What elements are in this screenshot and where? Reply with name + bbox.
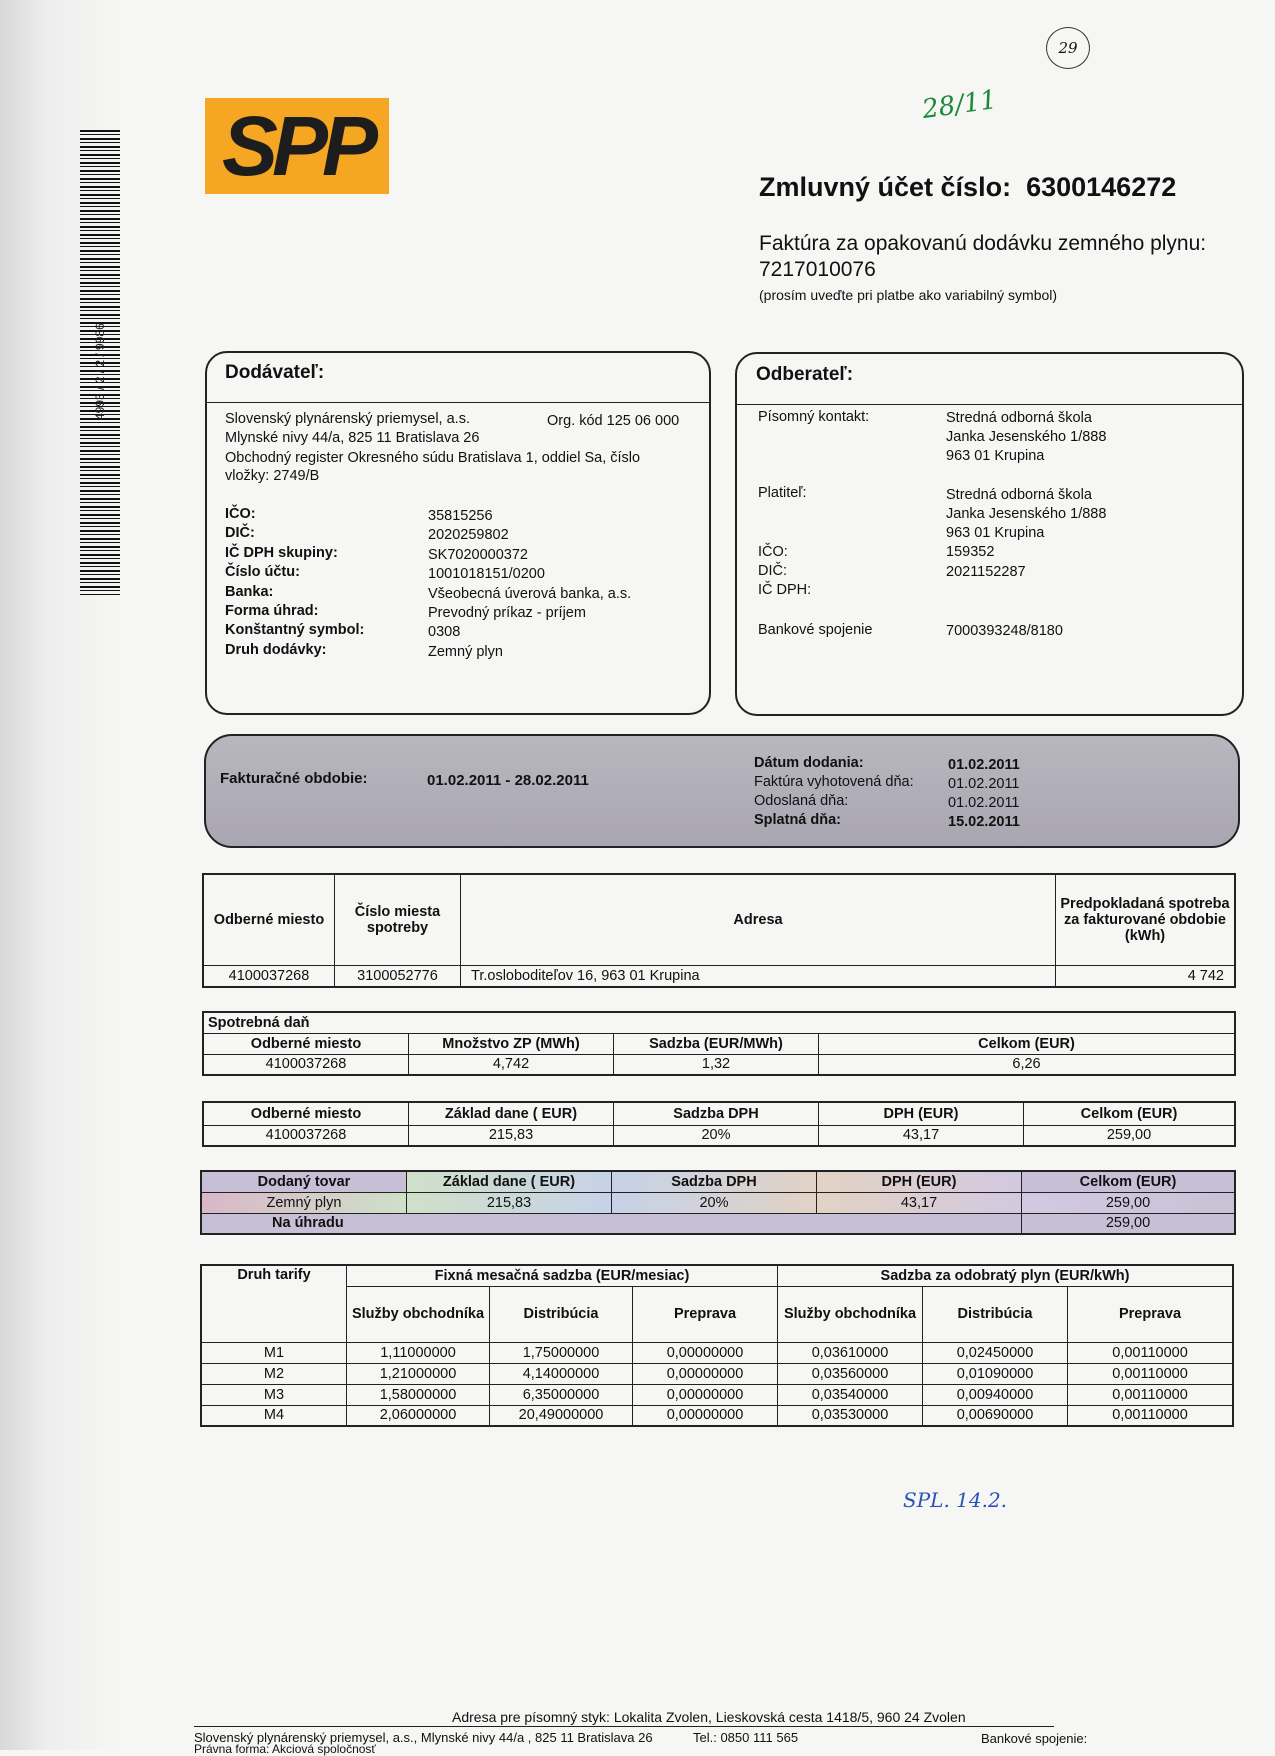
col-header-address: Adresa [461, 874, 1056, 965]
supplier-payment: Prevodný príkaz - príjem [428, 605, 586, 621]
tariff-cell: 0,00000000 [633, 1363, 778, 1384]
account-title-label: Zmluvný účet číslo: [759, 172, 1012, 202]
tariff-cell: 0,00110000 [1068, 1405, 1234, 1426]
vat-header: Základ dane ( EUR) [409, 1102, 614, 1125]
supplier-bank-label: Banka: [225, 584, 274, 600]
period-label: Fakturačné obdobie: [220, 770, 368, 787]
delivered-goods-table [200, 1170, 1236, 1235]
supplier-constant-label: Konštantný symbol: [225, 622, 365, 638]
tariff-sub-header: Distribúcia [490, 1286, 633, 1342]
customer-payer-line: Stredná odborná škola [946, 487, 1092, 503]
footer-address: Adresa pre písomný styk: Lokalita Zvolen, Lieskovská cesta 1418/5, 960 24 Zvolen [452, 1709, 966, 1725]
tariff-cell: 1,21000000 [347, 1363, 490, 1384]
excise-tax-table [202, 1011, 1236, 1076]
tariff-cell: 0,03560000 [778, 1363, 923, 1384]
vat-header: Sadzba DPH [614, 1102, 819, 1125]
goods-cell: 43,17 [817, 1192, 1022, 1213]
due-date-label: Splatná dňa: [754, 812, 842, 828]
supplier-account: 1001018151/0200 [428, 566, 545, 582]
amount-due-label: Na úhradu [201, 1213, 1022, 1234]
goods-header: Základ dane ( EUR) [407, 1171, 612, 1192]
tariff-sub-header: Služby obchodníka [347, 1286, 490, 1342]
footer-phone: Tel.: 0850 111 565 [693, 1730, 799, 1745]
billing-period-panel [204, 734, 1240, 848]
vat-cell: 43,17 [819, 1125, 1024, 1146]
customer-payer-line: 963 01 Krupina [946, 525, 1045, 541]
customer-contact-line: Janka Jesenského 1/888 [946, 429, 1107, 445]
footer-company: Slovenský plynárenský priemysel, a.s., Mlynské nivy 44/a , 825 11 Bratislava 26 [194, 1730, 653, 1745]
vat-header: Odberné miesto [203, 1102, 409, 1125]
excise-cell: 6,26 [819, 1054, 1236, 1075]
issued-date-label: Faktúra vyhotovená dňa: [754, 774, 914, 790]
customer-ico: 159352 [946, 544, 995, 560]
barcode-number: 4993 / 2 / 2 / 9986 [93, 323, 107, 420]
tariff-header-type: Druh tarify [201, 1265, 347, 1342]
tariff-cell: 6,35000000 [490, 1384, 633, 1405]
tariff-cell: 0,00110000 [1068, 1384, 1234, 1405]
vat-cell: 20% [614, 1125, 819, 1146]
excise-cell: 1,32 [614, 1054, 819, 1075]
invoice-note: (prosím uveďte pri platbe ako variabilný symbol) [759, 287, 1058, 303]
goods-header: DPH (EUR) [817, 1171, 1022, 1192]
tariff-cell: 0,03540000 [778, 1384, 923, 1405]
spp-logo [205, 98, 389, 194]
supplier-ico-label: IČO: [225, 506, 256, 522]
delivery-date: 01.02.2011 [948, 757, 1020, 773]
supplier-icdph-label: IČ DPH skupiny: [225, 545, 338, 561]
supplier-payment-label: Forma úhrad: [225, 603, 319, 619]
customer-ico-label: IČO: [758, 544, 788, 560]
handwritten-date: 28/11 [920, 84, 999, 126]
logo-text: SPP [221, 99, 373, 193]
supplier-delivery: Zemný plyn [428, 644, 503, 660]
goods-cell: 259,00 [1022, 1192, 1236, 1213]
period-value: 01.02.2011 - 28.02.2011 [427, 772, 589, 789]
tariff-sub-header: Preprava [1068, 1286, 1234, 1342]
goods-header: Dodaný tovar [201, 1171, 407, 1192]
tariff-cell: M4 [201, 1405, 347, 1426]
col-header-number: Číslo miesta spotreby [335, 874, 461, 965]
tariff-cell: 0,03610000 [778, 1342, 923, 1363]
supplier-dic-label: DIČ: [225, 525, 255, 541]
customer-contact-label: Písomný kontakt: [758, 409, 870, 425]
supplier-bank: Všeobecná úverová banka, a.s. [428, 586, 632, 602]
customer-rule [737, 404, 1242, 405]
vat-header: DPH (EUR) [819, 1102, 1024, 1125]
tariff-cell: 0,03530000 [778, 1405, 923, 1426]
goods-header: Celkom (EUR) [1022, 1171, 1236, 1192]
tariff-sub-header: Distribúcia [923, 1286, 1068, 1342]
tariff-cell: 0,02450000 [923, 1342, 1068, 1363]
goods-cell: 215,83 [407, 1192, 612, 1213]
supplier-heading: Dodávateľ: [225, 362, 325, 383]
vat-cell: 4100037268 [203, 1125, 409, 1146]
excise-header: Odberné miesto [203, 1033, 409, 1054]
consumption-place-table [202, 873, 1236, 988]
delivery-date-label: Dátum dodania: [754, 755, 864, 771]
footer-legal: Právna forma: Akciová spoločnosť [194, 1742, 376, 1756]
circled-page-number: 29 [1046, 27, 1090, 69]
customer-bank: 7000393248/8180 [946, 623, 1063, 639]
supplier-rule [207, 402, 709, 403]
sent-date-label: Odoslaná dňa: [754, 793, 849, 809]
tariff-cell: 4,14000000 [490, 1363, 633, 1384]
col-header-place: Odberné miesto [203, 874, 335, 965]
vat-table [202, 1101, 1236, 1147]
goods-header: Sadzba DPH [612, 1171, 817, 1192]
footer-rule [194, 1726, 1054, 1727]
excise-cell: 4,742 [409, 1054, 614, 1075]
excise-header: Množstvo ZP (MWh) [409, 1033, 614, 1054]
excise-title: Spotrebná daň [203, 1012, 1235, 1033]
tariff-cell: 0,00000000 [633, 1405, 778, 1426]
sent-date: 01.02.2011 [948, 795, 1020, 811]
customer-bank-label: Bankové spojenie [758, 622, 873, 638]
goods-cell: Zemný plyn [201, 1192, 407, 1213]
customer-contact-line: Stredná odborná škola [946, 410, 1092, 426]
footer-bank: Bankové spojenie: [981, 1731, 1088, 1746]
tariff-cell: M1 [201, 1342, 347, 1363]
supplier-register-2: vložky: 2749/B [225, 468, 320, 484]
tariff-cell: 0,00110000 [1068, 1342, 1234, 1363]
cell-number: 3100052776 [335, 965, 461, 987]
supplier-register: Obchodný register Okresného súdu Bratislava 1, oddiel Sa, číslo [225, 450, 641, 466]
tariff-cell: 1,75000000 [490, 1342, 633, 1363]
supplier-account-label: Číslo účtu: [225, 564, 300, 580]
tariff-cell: 0,00000000 [633, 1342, 778, 1363]
vat-header: Celkom (EUR) [1024, 1102, 1236, 1125]
goods-cell: 20% [612, 1192, 817, 1213]
account-number: 6300146272 [1026, 172, 1177, 202]
customer-contact-line: 963 01 Krupina [946, 448, 1045, 464]
tariff-cell: 0,00940000 [923, 1384, 1068, 1405]
tariff-cell: 0,00110000 [1068, 1363, 1234, 1384]
tariff-header-fixed: Fixná mesačná sadzba (EUR/mesiac) [347, 1265, 778, 1286]
tariff-cell: 0,01090000 [923, 1363, 1068, 1384]
vat-cell: 215,83 [409, 1125, 614, 1146]
excise-header: Celkom (EUR) [819, 1033, 1236, 1054]
invoice-number: 7217010076 [759, 258, 876, 281]
excise-header: Sadzba (EUR/MWh) [614, 1033, 819, 1054]
cell-consumption: 4 742 [1056, 965, 1236, 987]
cell-address: Tr.osloboditeľov 16, 963 01 Krupina [461, 965, 1056, 987]
supplier-ico: 35815256 [428, 508, 493, 524]
account-title [759, 172, 1176, 203]
supplier-delivery-label: Druh dodávky: [225, 642, 327, 658]
invoice-line: Faktúra za opakovanú dodávku zemného plynu: [759, 232, 1207, 255]
tariff-cell: M3 [201, 1384, 347, 1405]
tariff-cell: 0,00690000 [923, 1405, 1068, 1426]
customer-heading: Odberateľ: [756, 364, 854, 385]
issued-date: 01.02.2011 [948, 776, 1020, 792]
cell-place: 4100037268 [203, 965, 335, 987]
tariff-cell: 20,49000000 [490, 1405, 633, 1426]
customer-dic: 2021152287 [946, 564, 1026, 580]
supplier-icdph: SK7020000372 [428, 547, 528, 563]
supplier-constant: 0308 [428, 624, 461, 640]
supplier-name: Slovenský plynárenský priemysel, a.s. [225, 411, 470, 427]
supplier-address: Mlynské nivy 44/a, 825 11 Bratislava 26 [225, 430, 480, 446]
handwritten-note: SPL. 14.2. [903, 1488, 1008, 1512]
supplier-org-code: Org. kód 125 06 000 [547, 413, 680, 429]
tariff-header-rate: Sadzba za odobratý plyn (EUR/kWh) [778, 1265, 1234, 1286]
col-header-consumption: Predpokladaná spotreba za fakturované obdobie (kWh) [1056, 874, 1236, 965]
tariff-cell: 1,11000000 [347, 1342, 490, 1363]
tariff-cell: 0,00000000 [633, 1384, 778, 1405]
supplier-dic: 2020259802 [428, 527, 509, 543]
tariff-sub-header: Preprava [633, 1286, 778, 1342]
vat-cell: 259,00 [1024, 1125, 1236, 1146]
tariff-cell: M2 [201, 1363, 347, 1384]
customer-dic-label: DIČ: [758, 563, 787, 579]
tariff-sub-header: Služby obchodníka [778, 1286, 923, 1342]
amount-due-value: 259,00 [1022, 1213, 1236, 1234]
excise-cell: 4100037268 [203, 1054, 409, 1075]
customer-payer-label: Platiteľ: [758, 485, 807, 501]
customer-payer-line: Janka Jesenského 1/888 [946, 506, 1107, 522]
customer-icdph-label: IČ DPH: [758, 582, 812, 598]
tariff-table [200, 1264, 1234, 1427]
tariff-cell: 1,58000000 [347, 1384, 490, 1405]
tariff-cell: 2,06000000 [347, 1405, 490, 1426]
due-date: 15.02.2011 [948, 814, 1020, 830]
